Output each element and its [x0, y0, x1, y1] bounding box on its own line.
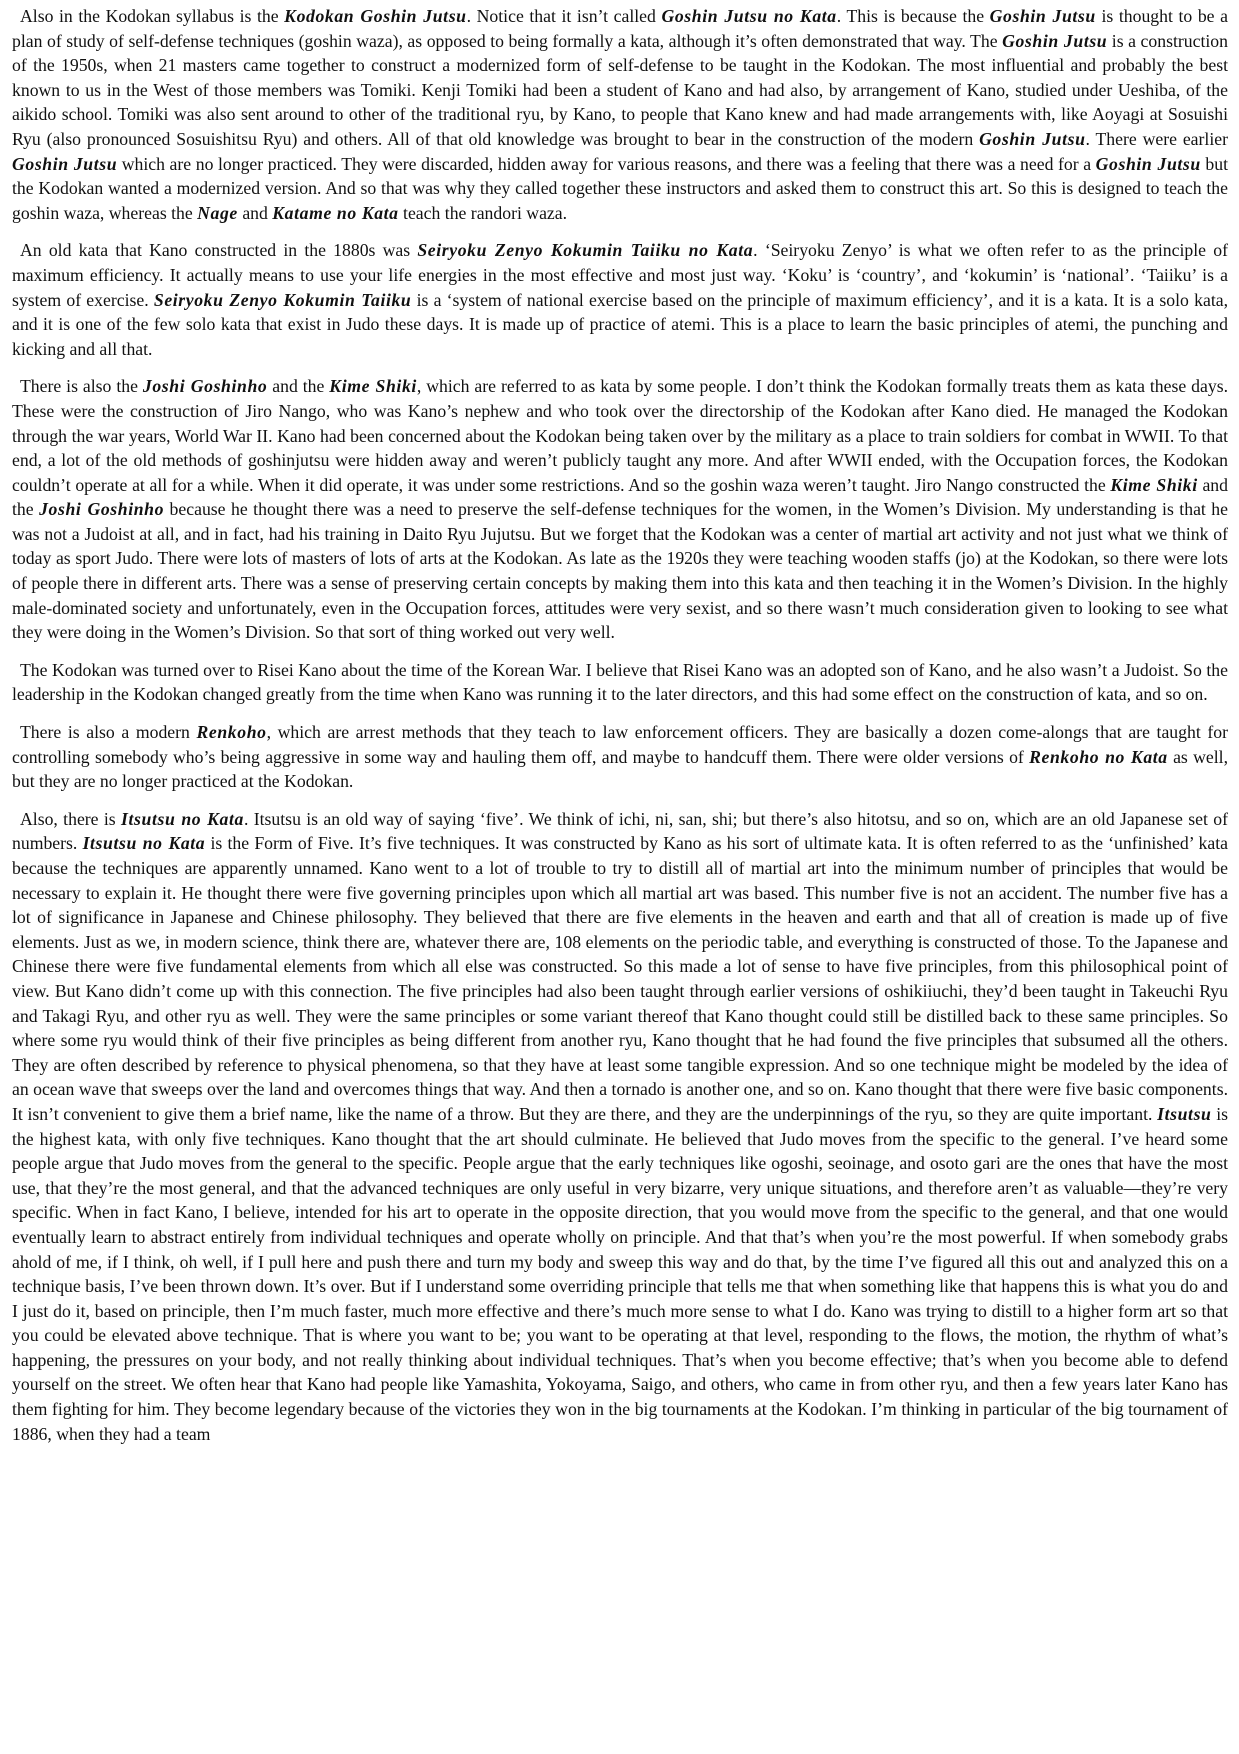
- text-run: because he thought there was a need to preserve the self-defense techniques for the women, in the Women’s Division. My understanding is that he was not a Judoist at all, and in fact, had his training in Daito Ryu Jujutsu. But we forget that the Kodokan was a center of martial art activity and not just what we think of today as sport Judo. There were lots of masters of lots of arts at the Kodokan. As late as the 1920s they were teaching wooden staffs (jo) at the Kodokan, so there were lots of people there in different arts. There was a sense of preserving certain concepts by making them into this kata and then teaching it in the Women’s Division. In the highly male-dominated society and unfortunately, even in the Occupation forces, attitudes were very sexist, and so there wasn’t much consideration given to looking to see what they were doing in the Women’s Division. So that sort of thing worked out very well.: [12, 499, 1229, 643]
- text-run: . Itsutsu is an old way of saying ‘five’. We think of ichi, ni, san, shi; but there’s also hitotsu, and so on, which are an old Japanese set of numbers.: [12, 808, 1228, 854]
- kata-name: Katame no Kata: [272, 202, 399, 223]
- kata-name: Itsutsu: [1157, 1103, 1212, 1124]
- paragraph-renkoho: [12, 720, 1228, 794]
- text-run: . There were earlier: [1085, 128, 1228, 149]
- text-run: , which are referred to as kata by some people. I don’t think the Kodokan formally treats them as kata these days. These were the construction of Jiro Nango, who was Kano’s nephew and who took over the directorship of the Kodokan after Kano died. He managed the Kodokan through the war years, World War II. Kano had been concerned about the Kodokan being taken over by the military as a place to train soldiers for combat in WWII. To that end, a lot of the old methods of goshinjutsu were hidden away and weren’t publicly taught any more. And after WWII ended, with the Occupation forces, the Kodokan couldn’t operate at all for a while. When it did operate, it was under some restrictions. And so the goshin waza weren’t taught. Jiro Nango constructed the: [12, 376, 1228, 495]
- kata-name: Seiryoku Zenyo Kokumin Taiiku: [153, 289, 412, 310]
- kata-name: Joshi Goshinho: [142, 376, 268, 397]
- text-run: There is also a modern: [20, 722, 197, 743]
- kata-name: Goshin Jutsu: [979, 128, 1086, 149]
- paragraph-seiryoku-zenyo: [12, 238, 1228, 361]
- text-run: There is also the: [20, 376, 143, 397]
- kata-name: Goshin Jutsu: [1095, 153, 1201, 174]
- kata-name: Kodokan Goshin Jutsu: [284, 6, 467, 26]
- text-run: and: [237, 202, 273, 223]
- paragraph-goshin-jutsu: [12, 4, 1228, 225]
- kata-name: Kime Shiki: [1110, 474, 1198, 495]
- kata-name: Itsutsu no Kata: [121, 808, 244, 829]
- text-run: The Kodokan was turned over to Risei Kano about the time of the Korean War. I believe that Risei Kano was an adopted son of Kano, and he also wasn’t a Judoist. So the leadership in the Kodokan changed greatly from the time when Kano was running it to the later directors, and this had some effect on the construction of kata, and so on.: [12, 659, 1228, 705]
- text-run: , which are arrest methods that they teach to law enforcement officers. They are basically a dozen come-alongs that are taught for controlling somebody who’s being aggressive in some way and hauling them off, and maybe to handcuff them. There were older versions of: [12, 722, 1228, 767]
- text-run: is the Form of Five. It’s five techniques. It was constructed by Kano as his sort of ultimate kata. It is often referred to as the ‘unfinished’ kata because the techniques are apparently unnamed. Kano went to a lot of trouble to try to distill all of martial art into the minimum number of principles that would be necessary to explain it. He thought there were five governing principles upon which all martial art was based. This number five is not an accident. The number five has a lot of significance in Japanese and Chinese philosophy. They believed that there are five elements in the heaven and earth and that all of creation is made up of five elements. Just as we, in modern science, think there are, whatever there are, 108 elements on the periodic table, and everything is constructed of those. To the Japanese and Chinese there were five fundamental elements from which all else was constructed. So this made a lot of sense to have five principles, from this philosophical point of view. But Kano didn’t come up with this connection. The five principles had also been taught through earlier versions of oshikiiuchi, they’d been taught in Takeuchi Ryu and Takagi Ryu, and other ryu as well. They were the same principles or some variant thereof that Kano thought could still be distilled back to these same principles. So where some ryu would think of their five principles as being different from another ryu, Kano thought that he had found the five principles that subsumed all the others. They are often described by reference to physical phenomena, so that they have at least some tangible expression. And so one technique might be modeled by the idea of an ocean wave that sweeps over the land and overcomes things that way. And then a tornado is another one, and so on. Kano thought that there were five basic components. It isn’t convenient to give them a brief name, like the name of a throw. But they are there, and they are the underpinnings of the ryu, so they are quite important.: [12, 833, 1228, 1124]
- document-page: [12, 4, 1228, 1459]
- kata-name: Itsutsu no Kata: [82, 833, 206, 854]
- text-run: is thought to be a plan of study of self-defense techniques (goshin waza), as opposed to being formally a kata, although it’s often demonstrated that way. The: [12, 6, 1228, 51]
- text-run: is the highest kata, with only five techniques. Kano thought that the art should culminate. He believed that Judo moves from the specific to the general. I’ve heard some people argue that Judo moves from the general to the specific. People argue that the early techniques like ogoshi, seoinage, and osoto gari are the ones that have the most use, that they’re the most general, and that the advanced techniques are only useful in very bizarre, very unique situations, and therefore aren’t as valuable—they’re very specific. When in fact Kano, I believe, intended for his art to operate in the opposite direction, that you would move from the specific to the general, and that one would eventually learn to abstract entirely from individual techniques and operate wholly on principle. And that that’s when you’re the most powerful. If when somebody grabs ahold of me, if I think, oh well, if I pull here and push there and turn my body and sweep this way and do that, by the time I’ve figured all this out and analyzed this on a technique basis, I’ve been thrown down. It’s over. But if I understand some overriding principle that tells me that when something like that happens this is what you do and I just do it, based on principle, then I’m much faster, much more effective and there’s much more sense to what I do. Kano was trying to distill to a higher form art so that you could be elevated above technique. That is where you want to be; you want to be operating at that level, responding to the flows, the motion, the rhythm of what’s happening, the pressures on your body, and not really thinking about individual techniques. That’s when you become effective; that’s when you become able to defend yourself on the street. We often hear that Kano had people like Yamashita, Yokoyama, Saigo, and others, who came in from other ryu, and then a few years later Kano has them fighting for him. They become legendary because of the victories they won in the big tournaments at the Kodokan. I’m thinking in particular of the big tournament of 1886, when they had a team: [12, 1103, 1228, 1444]
- text-run: Also, there is: [20, 808, 122, 829]
- text-run: and the: [267, 376, 330, 397]
- text-run: An old kata that Kano constructed in the 1880s was: [20, 240, 418, 261]
- kata-name: Renkoho no Kata: [1029, 746, 1168, 767]
- kata-name: Seiryoku Zenyo Kokumin Taiiku no Kata: [417, 240, 754, 261]
- kata-name: Goshin Jutsu: [989, 6, 1096, 26]
- kata-name: Nage: [197, 202, 238, 223]
- text-run: but the Kodokan wanted a modernized version. And so that was why they called together these instructors and asked them to construct this art. So this is designed to teach the goshin waza, whereas the: [12, 153, 1229, 223]
- text-run: is a construction of the 1950s, when 21 masters came together to construct a modernized form of self-defense to be taught in the Kodokan. The most influential and probably the best known to us in the West of those members was Tomiki. Kenji Tomiki had been a student of Kano and had also, by arrangement of Kano, studied under Ueshiba, of the aikido school. Tomiki was also sent around to other of the traditional ryu, by Kano, to people that Kano knew and had made arrangements with, like Aoyagi at Sosuishi Ryu (also pronounced Sosuishitsu Ryu) and others. All of that old knowledge was brought to bear in the construction of the modern: [12, 30, 1228, 149]
- text-run: is a ‘system of national exercise based on the principle of maximum efficiency’, and it is a kata. It is a solo kata, and it is one of the few solo kata that exist in Judo these days. It is made up of practice of atemi. This is a place to learn the basic principles of atemi, the punching and kicking and all that.: [12, 289, 1228, 359]
- paragraph-itsutsu: [12, 807, 1228, 1446]
- paragraph-risei-kano: [12, 658, 1228, 707]
- kata-name: Joshi Goshinho: [39, 499, 165, 520]
- kata-name: Goshin Jutsu: [1002, 30, 1108, 51]
- kata-name: Goshin Jutsu: [12, 153, 118, 174]
- text-run: . ‘Seiryoku Zenyo’ is what we often refer to as the principle of maximum efficiency. It actually means to use your life energies in the most effective and most just way. ‘Koku’ is ‘country’, and ‘kokumin’ is ‘national’. ‘Taiiku’ is a system of exercise.: [12, 240, 1228, 310]
- paragraph-joshi-goshinho: [12, 374, 1228, 645]
- text-run: . This is because the: [836, 6, 990, 26]
- text-run: Also in the Kodokan syllabus is the: [20, 6, 285, 26]
- kata-name: Kime Shiki: [329, 376, 417, 397]
- text-run: and the: [12, 474, 1228, 520]
- kata-name: Goshin Jutsu no Kata: [661, 6, 837, 26]
- kata-name: Renkoho: [196, 722, 267, 743]
- text-run: teach the randori waza.: [398, 202, 568, 223]
- text-run: . Notice that it isn’t called: [466, 6, 662, 26]
- text-run: as well, but they are no longer practiced at the Kodokan.: [12, 746, 1229, 792]
- text-run: which are no longer practiced. They were discarded, hidden away for various reasons, and there was a feeling that there was a need for a: [117, 153, 1096, 174]
